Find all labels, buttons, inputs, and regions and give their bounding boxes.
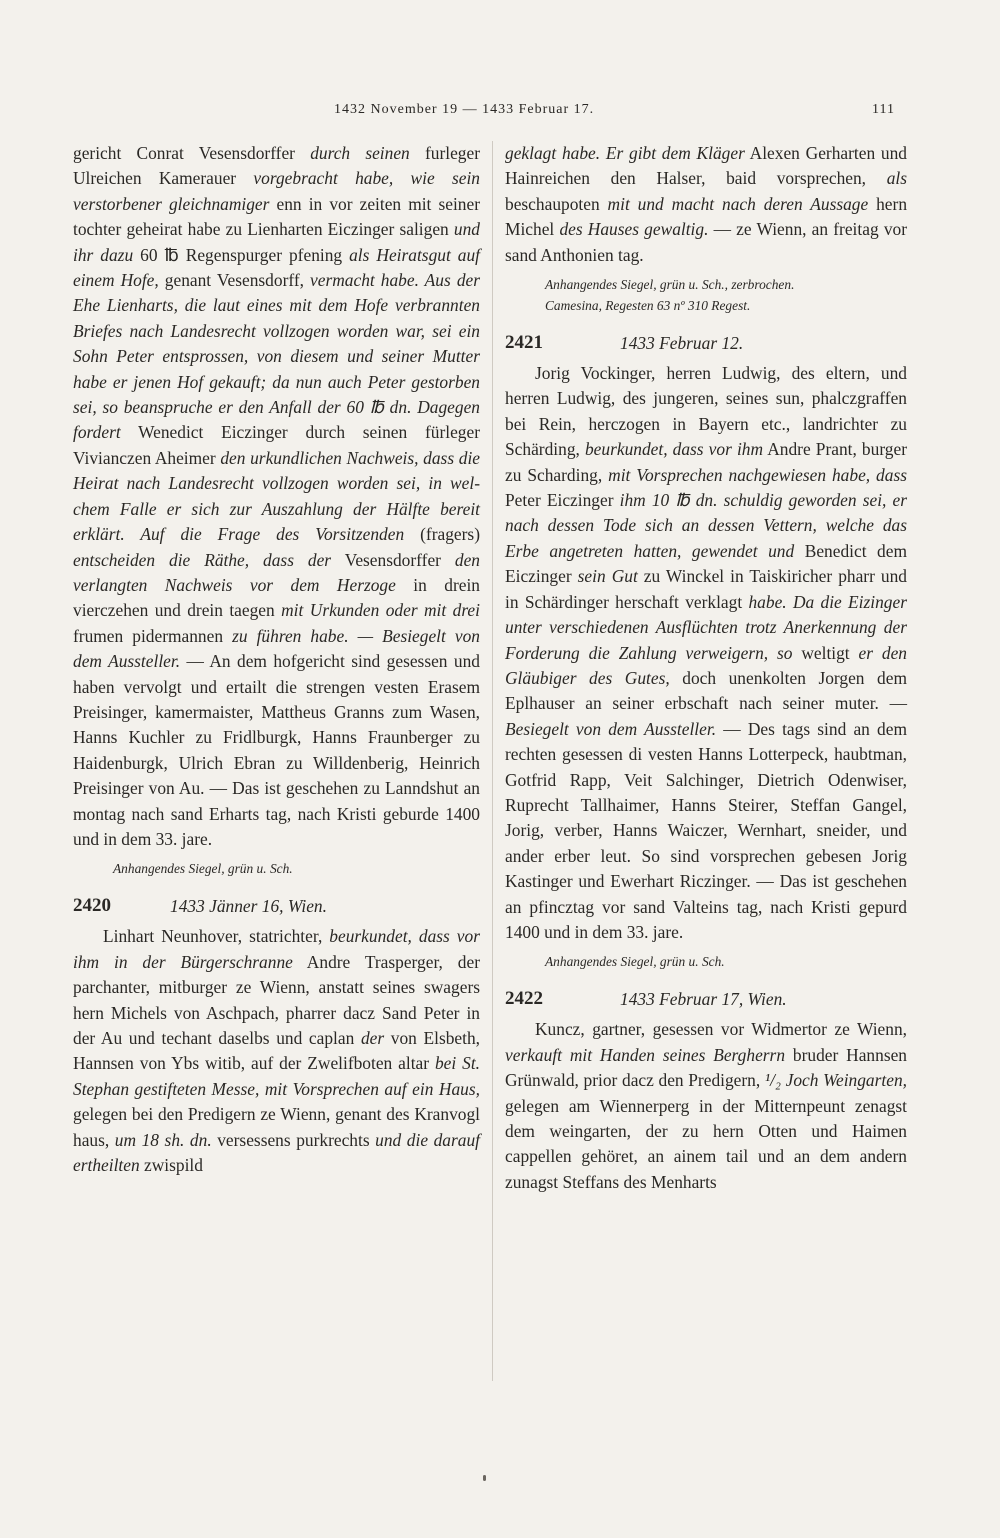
- left-column: [73, 141, 480, 1178]
- column-divider: [492, 141, 493, 1381]
- entry-number: 2421: [505, 332, 543, 354]
- entry-heading-2422: [505, 986, 907, 1014]
- entry-date: 1433 Februar 12.: [620, 333, 744, 354]
- paper-speck: [483, 1475, 486, 1481]
- entry-heading-2421: [505, 330, 907, 358]
- paragraph-continued: geklagt habe. Er gibt dem Kläger Alexen Gerharten und Hainreichen den Halser, baid vorsprechen, als beschaupoten mit und macht nach deren Aussage hern Michel des Hauses gewaltig. — ze Wienn, an freitag vor sand Anthonien tag.: [505, 143, 908, 265]
- entry-number: 2420: [73, 895, 111, 917]
- running-head-title: 1432 November 19 — 1433 Februar 17.: [334, 102, 595, 117]
- running-head: [0, 102, 1000, 128]
- entry-text-2421: Jorig Vockinger, herren Ludwig, des eltern, und herren Ludwig, des jungeren, seines sun, phalczgraffen bei Rein, herczogen in Bayern etc., landrichter zu Schärding, beurkundet, dass vor ihm Andre Prant, burger zu Scharding, mit Vorsprechen nachgewiesen habe, dass Peter Eiczinger ihm 10 ℔ dn. schuldig geworden sei, er nach dessen Tode sich an dessen Vettern, welche das Erbe angetreten hatten, gewendet und Benedict dem Eiczinger sein Gut zu Winckel in Taiskiricher pharr und in Schärdinger herschaft verklagt habe. Da die Eizinger unter verschiedenen Ausflüchten trotz Anerkennung der Forderung die Zahlung verweigern, so weltigt er den Gläubiger des Gutes, doch unenkolten Jorgen dem Eplhauser an seiner erbschaft nach seiner muter. — Besiegelt von dem Aussteller. — Des tags sind an dem rechten gesessen di vesten Hanns Lotterpeck, haubtman, Gotfrid Rapp, Veit Salchinger, Dietrich Odenwiser, Ruprecht Tallhaimer, Hanns Steirer, Steffan Gangel, Jorig, verber, Hanns Waiczer, Wernhart, sneider, und ander erber leut. So sind vorsprechen gebesen Jorig Kastinger und Ewerhart Riczinger. — Das ist geschehen an pfincztag vor sand Valteins tag, nach Kristi gepurd 1400 und in dem 33. jare.: [505, 363, 907, 942]
- right-column: [505, 141, 907, 1195]
- entry-date: 1433 Februar 17, Wien.: [620, 989, 787, 1010]
- entry-date: 1433 Jänner 16, Wien.: [170, 896, 327, 917]
- seal-note: Anhangendes Siegel, grün u. Sch.: [113, 861, 293, 877]
- paragraph-continued: gericht Conrat Vesensdorffer durch seinen furleger Ulreichen Kamerauer vorgebracht habe, wie sein verstorbener gleichnamiger enn in vor zeiten mit seiner tochter geheirat habe zu Lienharten Eiczinger saligen und ihr dazu 60 ℔ Regenspurger pfening als Heiratsgut auf einem Hofe, genant Vesensdorff, vermacht habe. Aus der Ehe Lienharts, die laut eines mit dem Hofe verbrannten Briefes nach Landesrecht vollzogen worden war, sei ein Sohn Peter entsprossen, von diesem und seiner Mutter habe er jenen Hof gekauft; da nun auch Peter gestorben sei, so beanspruche er den Anfall der 60 ℔ dn. Dagegen fordert Wenedict Eiczinger durch seinen fürleger Vivianczen Aheimer den urkundlichen Nachweis, dass die Heirat nach Landesrecht vollzogen worden sei, in welchem Falle er sich zur Auszahlung der Hälfte bereit erklärt. Auf die Frage des Vorsitzenden (fragers) entscheiden die Räthe, dass der Vesensdorffer den verlangten Nachweis vor dem Herzoge in drein vierczehen und drein taegen mit Urkunden oder mit drei frumen pidermannen zu führen habe. — Besiegelt von dem Aussteller. — An dem hofgericht sind gesessen und haben vervolgt und ertailt die strengen vesten Erasem Preisinger, kamermaister, Mattheus Granns zum Wasen, Hanns Kuchler zu Fridlburgk, Hanns Fraunberger zu Haidenburgk, Ulrich Ebran zu Willdenberig, Heinrich Preisinger von Au. — Das ist geschehen zu Lanndshut an montag nach sand Erharts tag, nach Kristi geburde 1400 und in dem 33. jare.: [73, 143, 481, 849]
- entry-heading-2420: [73, 893, 480, 921]
- entry-text-2422: Kuncz, gartner, gesessen vor Widmertor ze Wienn, verkauft mit Handen seines Bergherrn bruder Hannsen Grünwald, prior dacz den Predigern, ¹/₂ Joch Weingarten, gelegen am Wiennerperg in der Mitternpeunt zenagst dem weingarten, der zu hern Otten und Haimen cappellen gehöret, an ainem tail und an dem andern zunagst Steffans des Menharts: [505, 1019, 907, 1192]
- entry-text-2420: Linhart Neunhover, statrichter, beurkundet, dass vor ihm in der Bürgerschranne Andre Trasperger, der parchanter, mitburger ze Wienn, anstatt seines swagers hern Michels von Aschpach, pharrer dacz Sand Peter in der Au und techant daselbs und caplan der von Elsbeth, Hannsen von Ybs witib, auf der Zwelifboten altar bei St. Stephan gestifteten Messe, mit Vorsprechen auf ein Haus, gelegen bei den Predigern ze Wienn, genant des Kranvogl haus, um 18 sh. dn. versessens purkrechts und die darauf ertheilten zwispild: [73, 926, 481, 1176]
- entry-number: 2422: [505, 988, 543, 1010]
- page-number: 111: [872, 102, 895, 117]
- seal-note: Anhangendes Siegel, grün u. Sch.: [545, 954, 725, 970]
- regest-note: Camesina, Regesten 63 nº 310 Regest.: [545, 298, 751, 314]
- seal-note: Anhangendes Siegel, grün u. Sch., zerbrochen.: [545, 277, 795, 293]
